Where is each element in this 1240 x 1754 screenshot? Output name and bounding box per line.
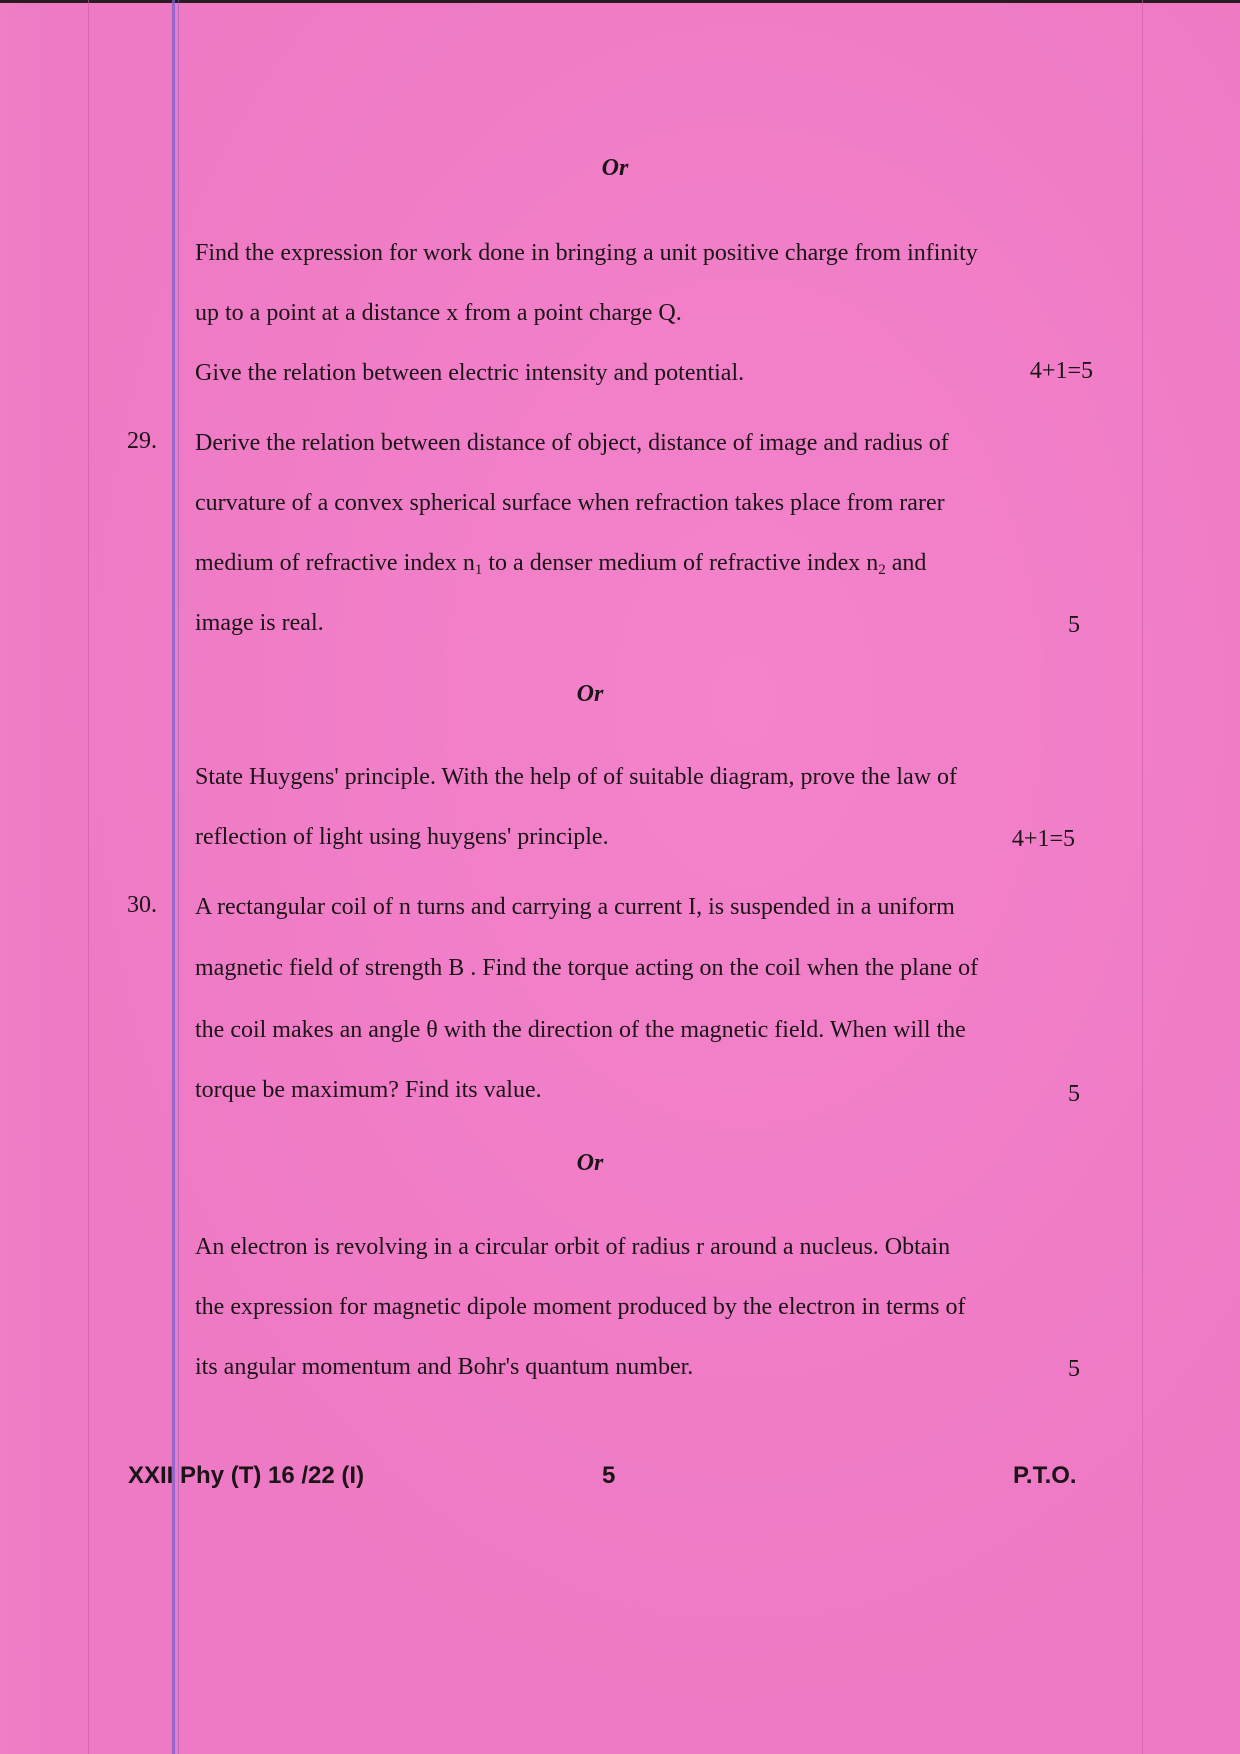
margin-line-inner [178,0,179,1754]
question-text-line: Give the relation between electric intensity and potential. [195,360,745,386]
subscript: 2 [878,562,886,578]
marks-label: 5 [1068,1356,1080,1382]
question-text-line: curvature of a convex spherical surface when refraction takes place from rarer [195,490,945,516]
text-fragment: medium of refractive index n [195,550,475,576]
top-border [0,0,1240,3]
question-text-line: its angular momentum and Bohr's quantum number. [195,1354,694,1380]
or-separator: Or [601,155,629,181]
subscript: 1 [474,562,483,578]
question-text-line: image is real. [195,610,324,636]
question-text-line: A rectangular coil of n turns and carrying a current I, is suspended in a uniform [195,894,955,920]
marks-label: 4+1=5 [1029,358,1093,384]
fold-line-left [88,0,89,1754]
marks-label: 5 [1068,1081,1080,1107]
fold-line-right [1142,0,1143,1754]
marks-label: 5 [1068,612,1080,638]
text-fragment: to a denser medium of refractive index n [482,550,879,576]
text-fragment: and [885,550,927,576]
page-number: 5 [602,1462,616,1489]
marks-label: 4+1=5 [1011,826,1075,852]
question-text-line: State Huygens' principle. With the help of of suitable diagram, prove the law of [195,764,958,790]
question-text-line: torque be maximum? Find its value. [195,1077,542,1103]
question-number: 30. [127,892,157,918]
question-text-line: up to a point at a distance x from a point charge Q. [195,300,682,326]
or-separator: Or [576,681,604,707]
question-text-line: magnetic field of strength B . Find the torque acting on the coil when the plane of [195,955,979,981]
question-text-line: the expression for magnetic dipole moment produced by the electron in terms of [195,1294,966,1320]
paper-code: XXII Phy (T) 16 /22 (I) [128,1462,365,1489]
question-text-line: An electron is revolving in a circular orbit of radius r around a nucleus. Obtain [195,1234,951,1260]
question-text-line: reflection of light using huygens' principle. [195,824,609,850]
margin-line [172,0,175,1754]
question-text-line [195,548,1090,578]
pto-label: P.T.O. [1013,1462,1077,1489]
question-number: 29. [127,428,157,454]
question-text-line: Derive the relation between distance of object, distance of image and radius of [195,430,949,456]
question-text-line: the coil makes an angle θ with the direction of the magnetic field. When will the [195,1017,966,1043]
question-text-line: Find the expression for work done in bringing a unit positive charge from infinity [195,240,978,266]
or-separator: Or [576,1150,604,1176]
